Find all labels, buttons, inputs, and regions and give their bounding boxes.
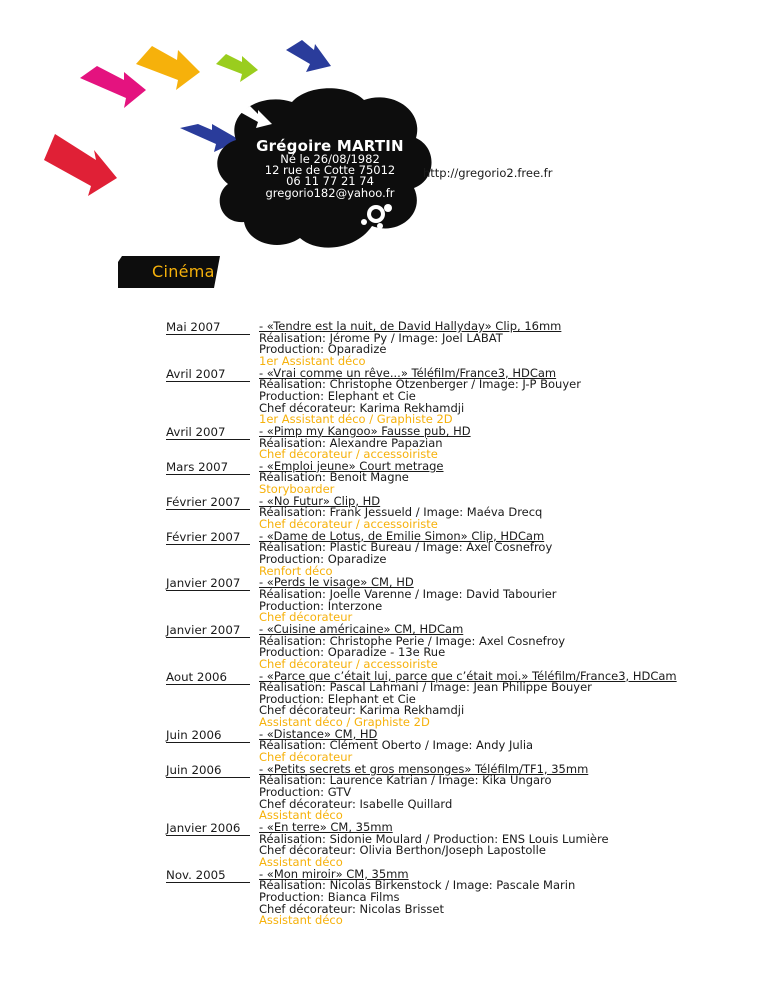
entry-detail: Production: Oparadize - 13e Rue	[259, 645, 446, 660]
entry-title: - «Pimp my Kangoo» Fausse pub, HD	[259, 423, 471, 438]
entry-detail: Chef décorateur: Isabelle Quillard	[259, 796, 453, 811]
entry-date: Février 2007	[166, 531, 250, 545]
entry-date: Aout 2006	[166, 671, 250, 685]
entry-title: - «Distance» CM, HD	[259, 726, 378, 741]
entry-title: - «Emploi jeune» Court metrage	[259, 458, 444, 473]
entry-title: - «En terre» CM, 35mm	[259, 819, 393, 834]
entry-role: Chef décorateur / accessoiriste	[259, 517, 438, 532]
entry-date: Juin 2006	[166, 764, 250, 778]
entry-detail: Réalisation: Pascal Lahmani / Image: Jean Philippe Bouyer	[259, 680, 592, 695]
entry-detail: Réalisation: Frank Jessueld / Image: Maéva Drecq	[259, 505, 543, 520]
birth-date: Né le 26/08/1982	[280, 152, 380, 166]
entry-detail: Production: Elephant et Cie	[259, 691, 416, 706]
entry-role: Storyboarder	[259, 482, 335, 497]
entry-date: Juin 2006	[166, 729, 250, 743]
entry-date: Avril 2007	[166, 426, 250, 440]
email-address: gregorio182@yahoo.fr	[265, 186, 395, 200]
entry-detail: Chef décorateur: Nicolas Brisset	[259, 901, 444, 916]
entry-detail: Réalisation: Jérome Py / Image: Joel LABAT	[259, 330, 503, 345]
entry-role: Chef décorateur	[259, 610, 353, 625]
person-name: Grégoire MARTIN	[256, 137, 404, 155]
entry-title: - «No Futur» Clip, HD	[259, 493, 381, 508]
entry-role: Assistant déco	[259, 913, 343, 928]
entry-detail: Chef décorateur: Olivia Berthon/Joseph Lapostolle	[259, 843, 546, 858]
entry-title: - «Tendre est la nuit, de David Hallyday» Clip, 16mm	[259, 319, 562, 333]
entry-role: 1er Assistant déco / Graphiste 2D	[259, 412, 453, 427]
entry-detail: Production: GTV	[259, 785, 352, 799]
entry-detail: Réalisation: Plastic Bureau / Image: Axel Cosnefroy	[259, 540, 553, 555]
phone-number: 06 11 77 21 74	[286, 174, 374, 188]
entry-detail: Production: Elephant et Cie	[259, 388, 416, 403]
entry-role: Assistant déco	[259, 808, 343, 823]
entry-date: Janvier 2006	[166, 822, 250, 836]
entry-detail: Production: Oparadize	[259, 342, 387, 357]
entry-date: Avril 2007	[166, 368, 250, 382]
entry-role: Chef décorateur	[259, 750, 353, 765]
entry-detail: Réalisation: Christophe Perie / Image: Axel Cosnefroy	[259, 633, 566, 648]
entry-date: Nov. 2005	[166, 869, 250, 883]
entry-detail: Production: Bianca Films	[259, 889, 400, 904]
entry-title: - «Cuisine américaine» CM, HDCam	[259, 621, 464, 636]
section-title: Cinéma	[152, 262, 215, 281]
entry-date: Février 2007	[166, 496, 250, 510]
entry-detail: Réalisation: Nicolas Birkenstock / Image: Pascale Marin	[259, 878, 576, 893]
entry-detail: Chef décorateur: Karima Rekhamdji	[259, 400, 465, 415]
entry-role: Assistant déco / Graphiste 2D	[259, 715, 430, 730]
entry-title: - «Parce que c’était lui, parce que c’était moi.» Téléfilm/France3, HDCam	[259, 668, 677, 683]
entry-detail: Réalisation: Laurence Katrian / Image: Kika Ungaro	[259, 773, 552, 788]
entry-detail: Réalisation: Joelle Varenne / Image: David Tabourier	[259, 586, 557, 601]
entry-detail: Réalisation: Alexandre Papazian	[259, 435, 443, 450]
entry-title: - «Mon miroir» CM, 35mm	[259, 866, 409, 881]
entry-role: Assistant déco	[259, 854, 343, 869]
entry-date: Mars 2007	[166, 461, 250, 475]
entry-date: Janvier 2007	[166, 577, 250, 591]
entry-detail: Production: Interzone	[259, 598, 383, 613]
entry-detail: Chef décorateur: Karima Rekhamdji	[259, 703, 465, 718]
entry-title: - «Vrai comme un rêve...» Téléfilm/France3, HDCam	[259, 365, 557, 380]
entry-role: Chef décorateur / accessoiriste	[259, 656, 438, 671]
entry-role: Renfort déco	[259, 563, 333, 578]
website-link[interactable]: http://gregorio2.free.fr	[423, 166, 553, 180]
entry-date: Janvier 2007	[166, 624, 250, 638]
address: 12 rue de Cotte 75012	[264, 163, 396, 177]
entry-role: 1er Assistant déco	[259, 353, 366, 368]
entry-detail: Réalisation: Clément Oberto / Image: Andy Julia	[259, 738, 534, 753]
entry-detail: Réalisation: Christophe Otzenberger / Image: J-P Bouyer	[259, 377, 581, 392]
entry-detail: Réalisation: Sidonie Moulard / Production: ENS Louis Lumière	[259, 831, 609, 846]
entry-date: Mai 2007	[166, 321, 250, 335]
entry-title: - «Dame de Lotus, de Emilie Simon» Clip, HDCam	[259, 528, 545, 543]
entry-detail: Production: Oparadize	[259, 552, 387, 566]
entry-title: - «Petits secrets et gros mensonges» Téléfilm/TF1, 35mm	[259, 761, 589, 776]
entry-detail: Réalisation: Benoit Magne	[259, 470, 409, 485]
entry-title: - «Perds le visage» CM, HD	[259, 575, 414, 590]
entry-role: Chef décorateur / accessoiriste	[259, 447, 438, 462]
